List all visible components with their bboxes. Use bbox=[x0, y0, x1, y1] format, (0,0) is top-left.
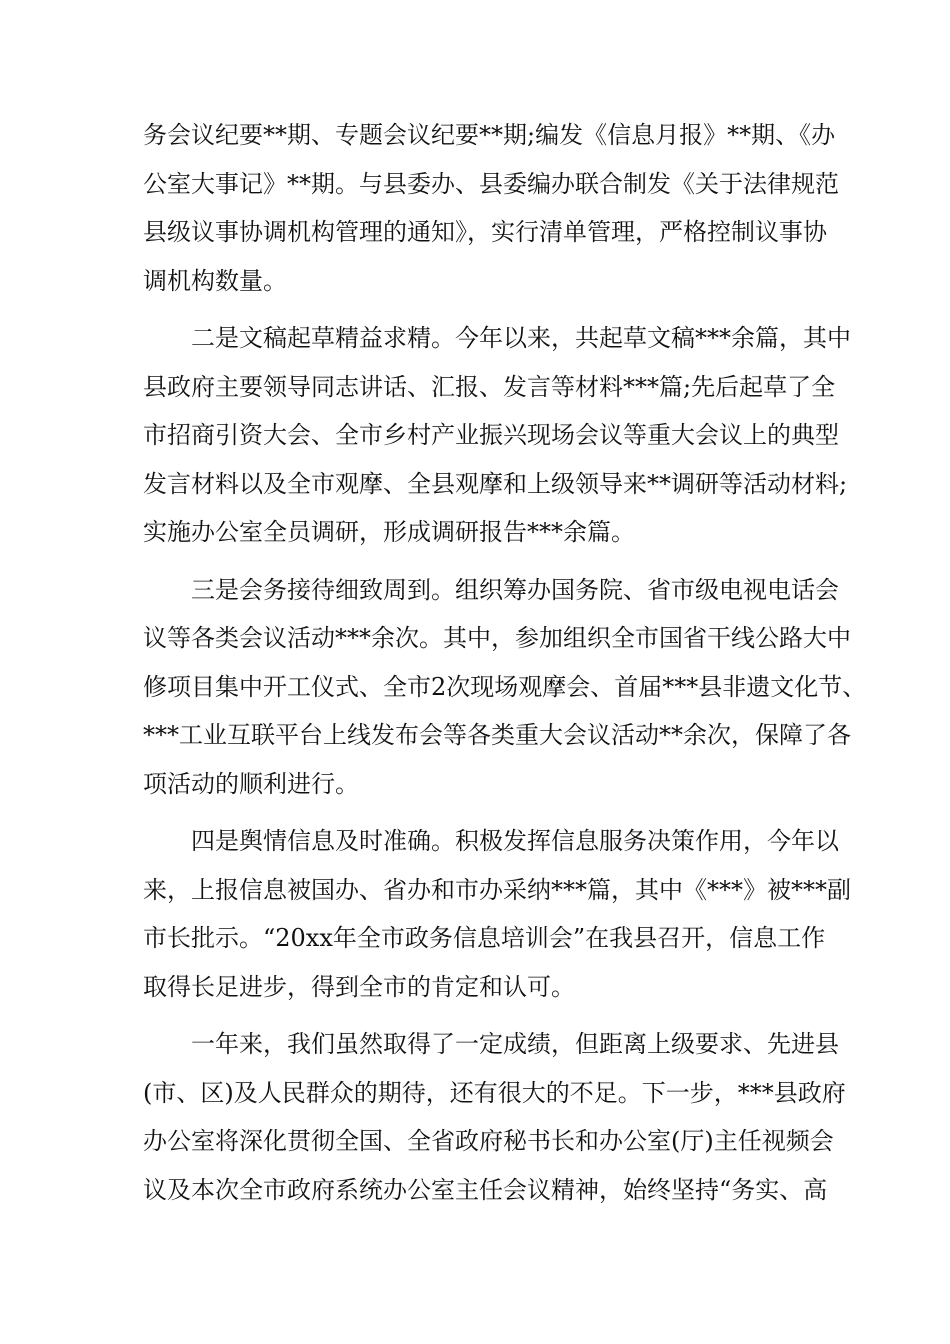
text-line: 发言材料以及全市观摩、全县观摩和上级领导来**调研等活动材料; bbox=[143, 469, 848, 498]
text-line: 议及本次全市政府系统办公室主任会议精神，始终坚持“务实、高 bbox=[143, 1175, 828, 1204]
text-line: 议等各类会议活动***余次。其中，参加组织全市国省干线公路大中 bbox=[143, 624, 851, 652]
paragraph-summary bbox=[143, 1020, 846, 1214]
text-line: 三是会务接待细致周到。组织筹办国务院、省市级电视电话会 bbox=[143, 575, 839, 604]
document-body bbox=[143, 111, 867, 1223]
paragraph-information bbox=[143, 817, 851, 1011]
text-line: 取得长足进步，得到全市的肯定和认可。 bbox=[143, 972, 575, 1001]
text-line: 一年来，我们虽然取得了一定成绩，但距离上级要求、先进县 bbox=[143, 1030, 839, 1058]
text-line: 市长批示。“20xx年全市政务信息培训会”在我县召开，信息工作 bbox=[143, 924, 826, 952]
text-line: 四是舆情信息及时准确。积极发挥信息服务决策作用，今年以 bbox=[143, 827, 839, 855]
paragraph-reception bbox=[143, 566, 867, 809]
text-line: 市招商引资大会、全市乡村产业振兴现场会议等重大会议上的典型 bbox=[143, 421, 839, 449]
text-line: 务会议纪要**期、专题会议纪要**期;编发《信息月报》**期、《办 bbox=[143, 121, 836, 149]
text-line: 实施办公室全员调研，形成调研报告***余篇。 bbox=[143, 518, 635, 546]
text-line: (市、区)及人民群众的期待，还有很大的不足。下一步，***县政府 bbox=[143, 1078, 846, 1107]
text-line: 县政府主要领导同志讲话、汇报、发言等材料***篇;先后起草了全 bbox=[143, 372, 836, 401]
text-line: 来，上报信息被国办、省办和市办采纳***篇，其中《***》被***副 bbox=[143, 875, 851, 904]
text-line: 调机构数量。 bbox=[143, 266, 287, 295]
paragraph-drafting bbox=[143, 314, 851, 557]
paragraph-meetings-continued bbox=[143, 111, 839, 305]
text-line: 二是文稿起草精益求精。今年以来，共起草文稿***余篇，其中 bbox=[143, 324, 851, 352]
text-line: ***工业互联平台上线发布会等各类重大会议活动**余次，保障了各 bbox=[143, 721, 851, 749]
text-line: 项活动的顺利进行。 bbox=[143, 769, 359, 798]
text-line: 修项目集中开工仪式、全市2次现场观摩会、首届***县非遗文化节、 bbox=[143, 672, 867, 701]
text-line: 县级议事协调机构管理的通知》，实行清单管理，严格控制议事协 bbox=[143, 218, 827, 246]
text-line: 公室大事记》**期。与县委办、县委编办联合制发《关于法律规范 bbox=[143, 169, 839, 198]
text-line: 办公室将深化贯彻全国、全省政府秘书长和办公室(厅)主任视频会 bbox=[143, 1127, 834, 1155]
